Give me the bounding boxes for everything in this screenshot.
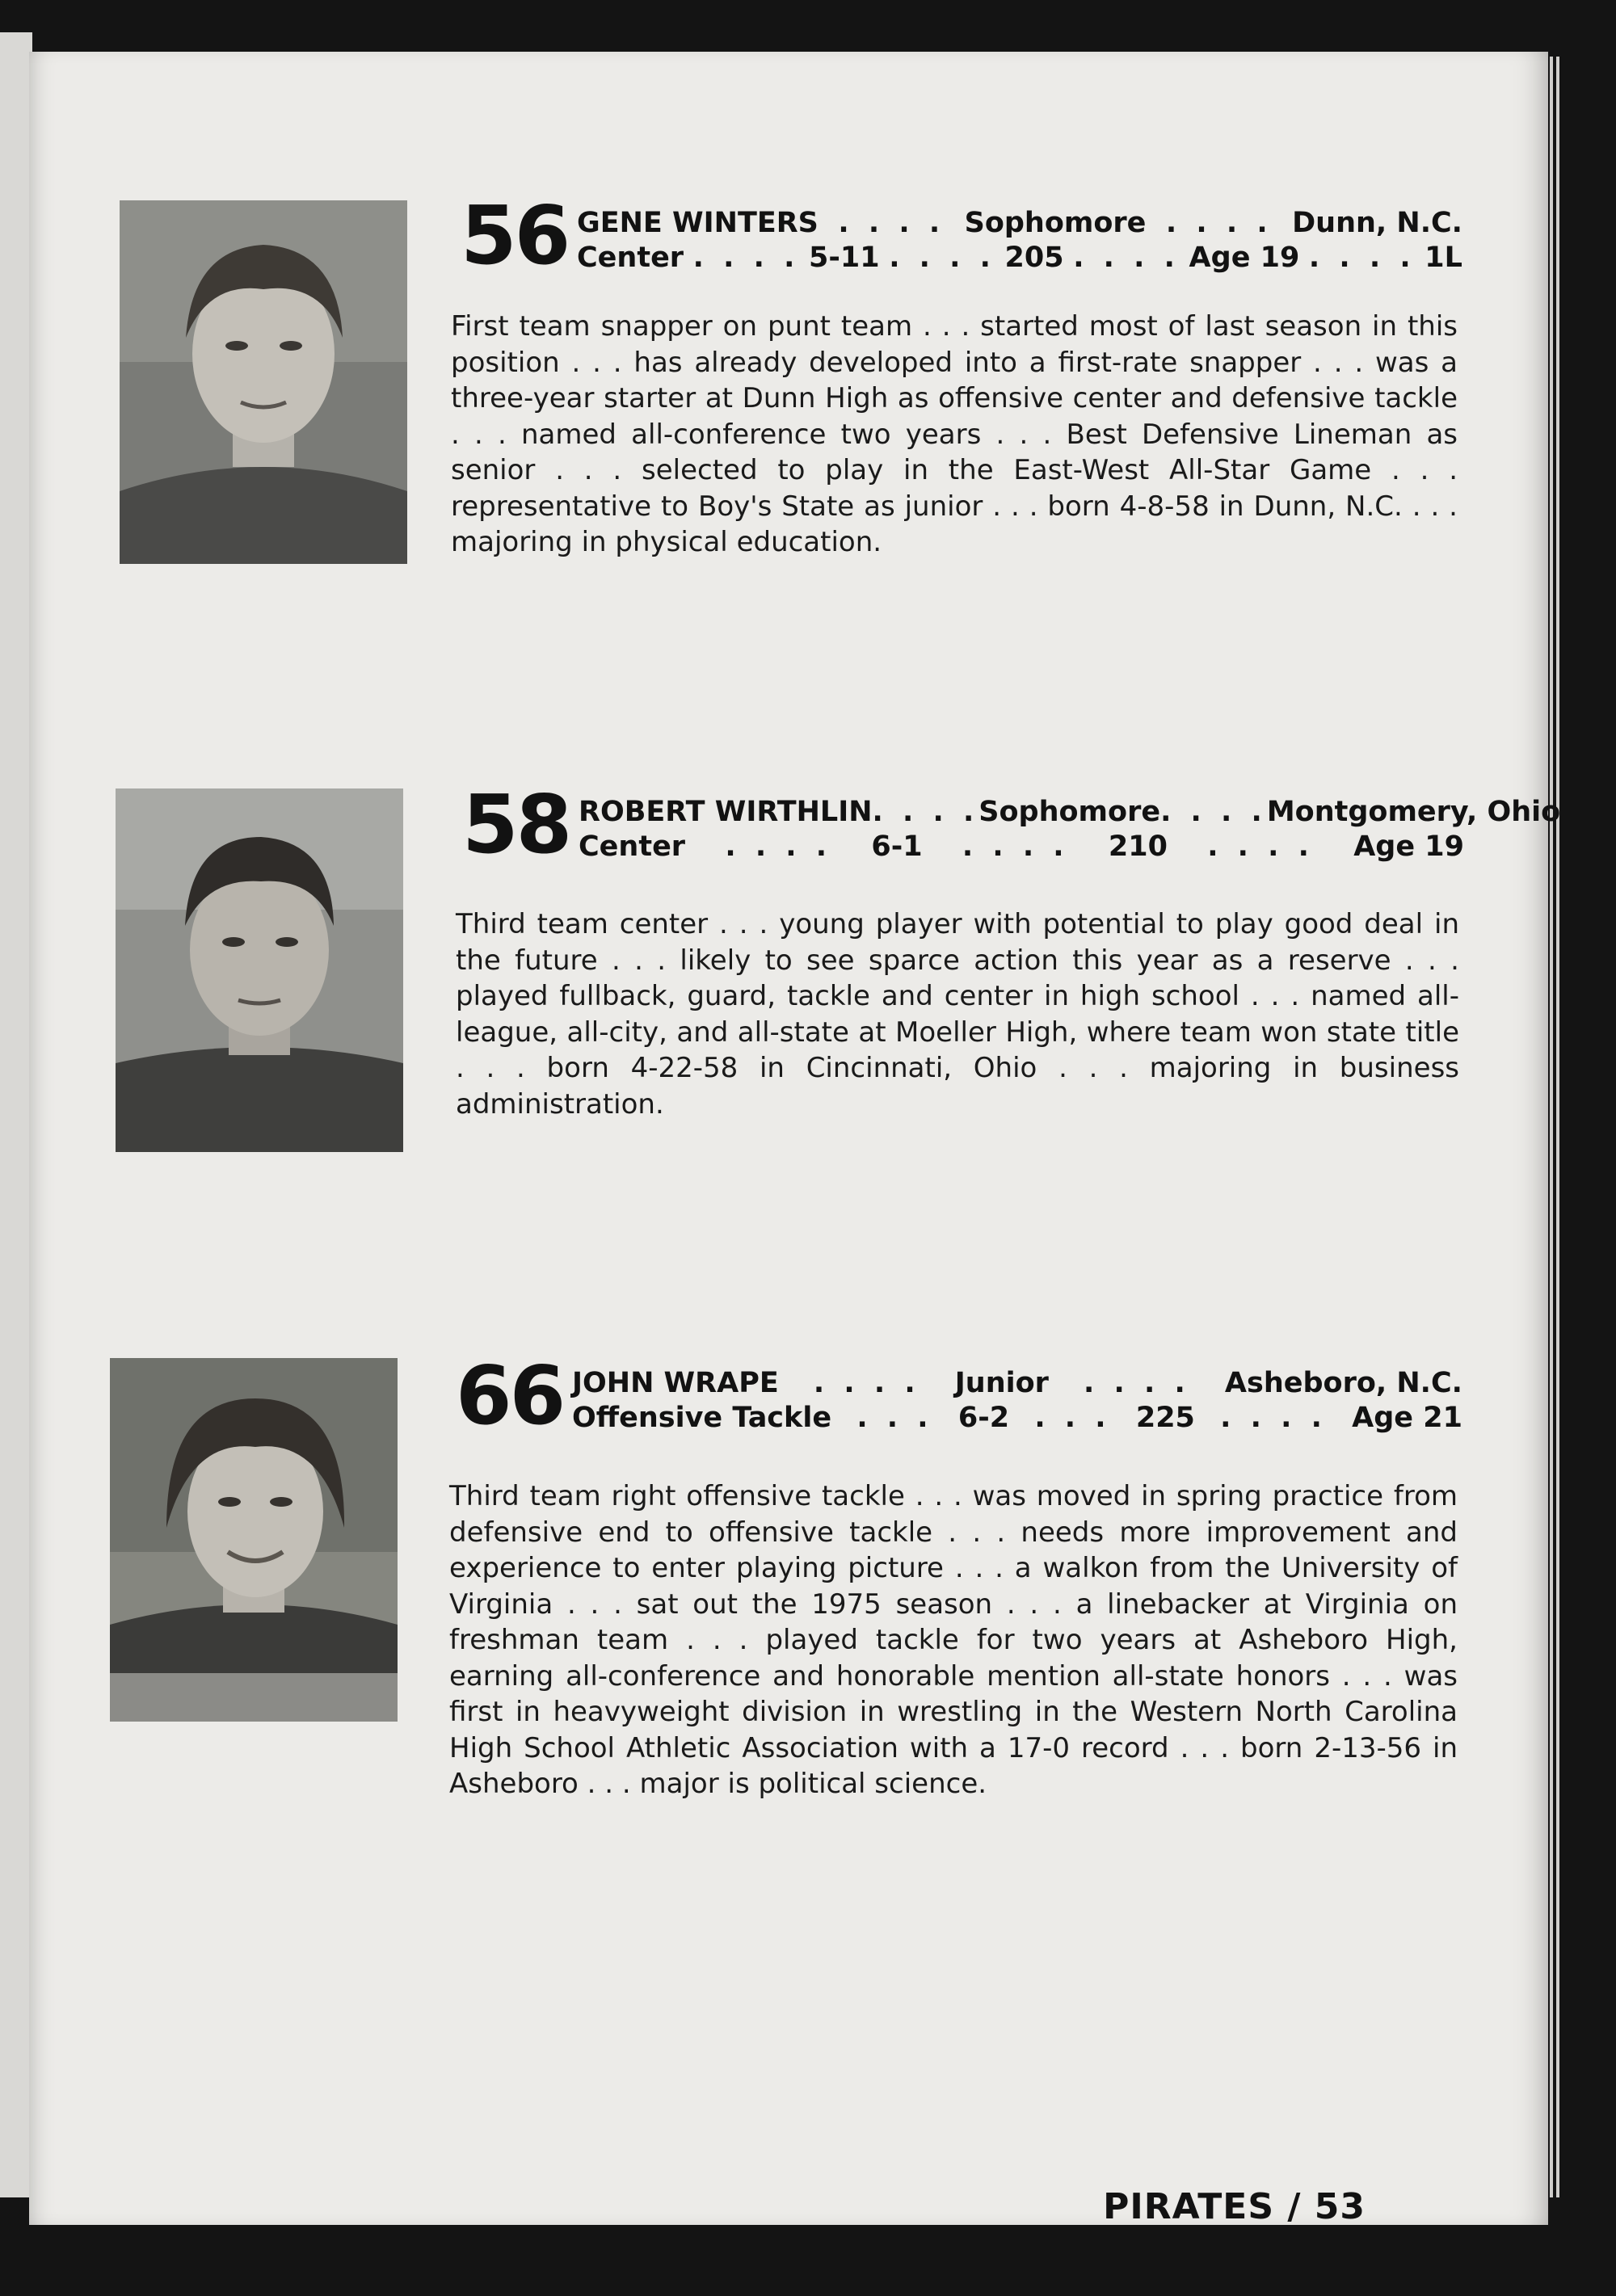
player-position: Center [577,242,684,274]
player-position: Center [579,831,686,863]
player-weight: 225 [1135,1402,1195,1434]
player-letters: 1L [1425,242,1462,274]
program-page [29,52,1561,2227]
player-bio: Third team center . . . young player with potential to play good deal in the future . . . likely to see sparce action this year as a reserve . . . played fullback, guard, tackle and center in high school . . . named all-league, all-city, and all-state at Moeller High, where team won state title . . . born 4-22-58 in Cincinnati, Ohio . . . majoring in business administration. [456,908,1459,1121]
player-name: GENE WINTERS [577,207,819,239]
player-age: Age 21 [1352,1402,1462,1434]
player-header-line-1: GENE WINTERS . . . . Sophomore . . . . Dunn, N.C. [577,207,1462,239]
player-header-line-2: Center . . . . 6-1 . . . . 210 . . . . Age 19 [579,831,1464,863]
player-header-line-2: Center . . . . 5-11 . . . . 205 . . . . Age 19 . . . . 1L [577,242,1462,274]
player-photo-gene-winters [120,200,407,564]
player-weight: 210 [1108,831,1168,863]
player-height: 6-1 [871,831,923,863]
portrait-illustration [116,788,403,1152]
player-height: 5-11 [809,242,880,274]
player-weight: 205 [1004,242,1064,274]
jersey-number: 66 [456,1348,564,1443]
player-name: ROBERT WIRTHLIN [579,796,873,828]
player-height: 6-2 [957,1402,1010,1434]
player-photo-robert-wirthlin [116,788,403,1152]
player-header-line-1: JOHN WRAPE . . . . Junior . . . . Asheboro, N.C. [572,1367,1462,1399]
player-photo-john-wrape [110,1358,398,1722]
player-header-line-2: Offensive Tackle . . . 6-2 . . . 225 . . . . Age 21 [572,1402,1462,1434]
player-class: Sophomore [978,796,1161,828]
player-hometown: Dunn, N.C. [1292,207,1462,239]
player-hometown: Montgomery, Ohio [1266,796,1561,828]
player-class: Junior [954,1367,1049,1399]
player-bio: First team snapper on punt team . . . started most of last season in this position . . . has already developed into a first-rate snapper . . . was a three-year starter at Dunn High as offensive center and defensive tackle . . . named all-conference two years . . . Best Defensive Lineman as senior . . . selected to play in the East-West All-Star Game . . . representative to Boy's State as junior . . . born 4-8-58 in Dunn, N.C. . . . majoring in physical education. [451,310,1458,558]
page-edge [1550,57,1553,2197]
player-class: Sophomore [964,207,1147,239]
jersey-number: 58 [462,777,570,872]
player-bio: Third team right offensive tackle . . . was moved in spring practice from defensive end to offensive tackle . . . needs more improvement and experience to enter playing picture . . . a walkon from the University of Virginia . . . sat out the 1975 season . . . a linebacker at Virginia on freshman team . . . played tackle for two years at Asheboro High, earning all-conference and honorable mention all-state honors . . . was first in heavyweight division in wrestling in the Western North Carolina High School Athletic Association with a 17-0 record . . . born 2-13-56 in Asheboro . . . major is political science. [449,1480,1458,1800]
portrait-illustration [120,200,407,564]
page-edge [1556,57,1559,2197]
jersey-number: 56 [461,188,569,283]
player-age: Age 19 [1353,831,1464,863]
player-age: Age 19 [1189,242,1300,274]
player-position: Offensive Tackle [572,1402,832,1434]
player-name: JOHN WRAPE [572,1367,779,1399]
facing-page-edge [0,32,32,2197]
page-footer: PIRATES / 53 [1103,2186,1366,2227]
player-hometown: Asheboro, N.C. [1224,1367,1462,1399]
portrait-illustration [110,1358,398,1722]
player-header-line-1: ROBERT WIRTHLIN . . . . Sophomore . . . . Montgomery, Ohio [579,796,1561,828]
